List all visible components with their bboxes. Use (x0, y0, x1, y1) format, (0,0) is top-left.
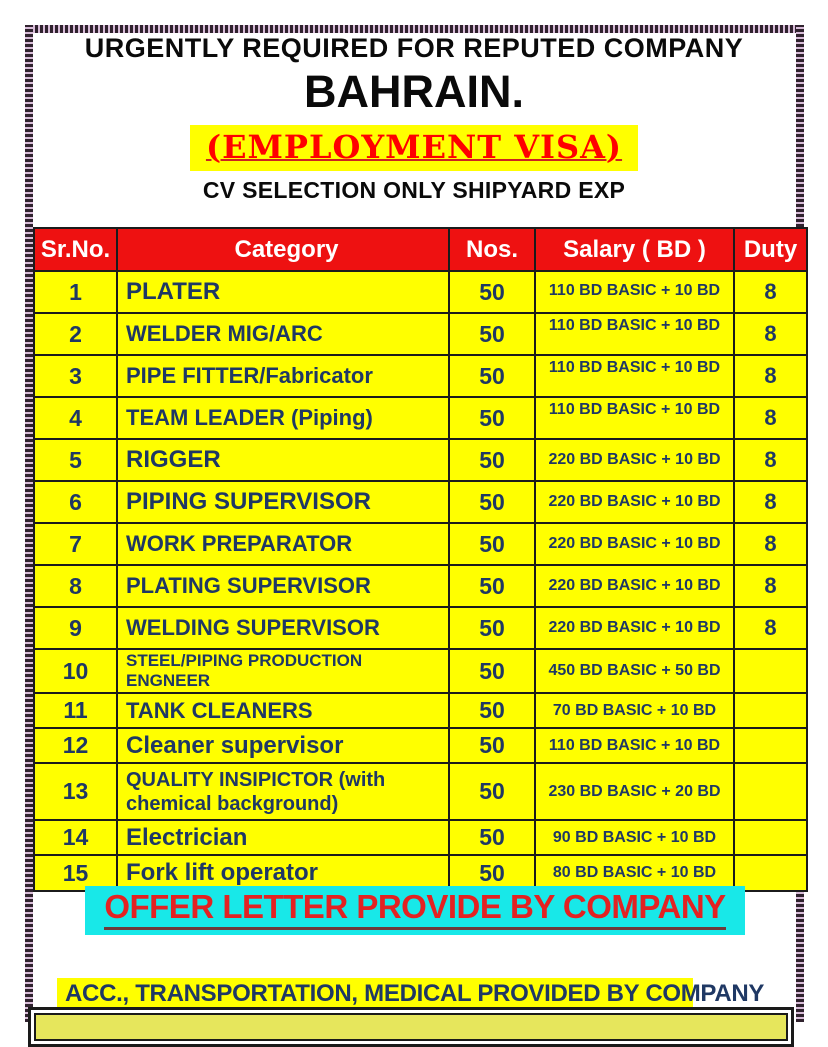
cell-category: TANK CLEANERS (117, 693, 449, 728)
bottom-cutoff-box (28, 1007, 794, 1047)
benefits-text: ACC., TRANSPORTATION, MEDICAL PROVIDED BY COMPANY (65, 980, 765, 1007)
cell-srno: 8 (34, 565, 117, 607)
cell-nos: 50 (449, 649, 535, 693)
cell-duty (734, 763, 807, 820)
cell-salary: 450 BD BASIC + 50 BD (535, 649, 734, 693)
cell-nos: 50 (449, 439, 535, 481)
cell-category: WELDER MIG/ARC (117, 313, 449, 355)
cell-nos: 50 (449, 855, 535, 891)
decorative-border-left (25, 25, 33, 1022)
offer-letter-banner (85, 886, 745, 935)
table-row (34, 313, 807, 355)
cell-srno: 9 (34, 607, 117, 649)
cell-category: STEEL/PIPING PRODUCTION ENGNEER (117, 649, 449, 693)
page-title: URGENTLY REQUIRED FOR REPUTED COMPANY (84, 33, 744, 63)
offer-letter-text: OFFER LETTER PROVIDE BY COMPANY (104, 887, 725, 930)
cell-category: PIPING SUPERVISOR (117, 481, 449, 523)
cell-nos: 50 (449, 763, 535, 820)
bottom-cutoff-box-inner (34, 1013, 788, 1041)
decorative-border-top (25, 25, 804, 33)
col-header-salary: Salary ( BD ) (535, 228, 734, 271)
cell-salary: 110 BD BASIC + 10 BD (535, 728, 734, 763)
job-table-head (34, 228, 807, 271)
cell-salary: 110 BD BASIC + 10 BD (535, 355, 734, 397)
cell-duty: 8 (734, 313, 807, 355)
cell-srno: 7 (34, 523, 117, 565)
cell-salary: 220 BD BASIC + 10 BD (535, 439, 734, 481)
job-table (33, 227, 808, 892)
cell-category: PLATING SUPERVISOR (117, 565, 449, 607)
cell-category: RIGGER (117, 439, 449, 481)
cell-salary: 70 BD BASIC + 10 BD (535, 693, 734, 728)
cell-srno: 13 (34, 763, 117, 820)
cell-duty: 8 (734, 271, 807, 313)
cell-srno: 6 (34, 481, 117, 523)
country-title: BAHRAIN. (304, 66, 524, 117)
cell-salary: 90 BD BASIC + 10 BD (535, 820, 734, 855)
visa-banner: (EMPLOYMENT VISA) (190, 125, 638, 171)
col-header-duty: Duty (734, 228, 807, 271)
cell-nos: 50 (449, 523, 535, 565)
cell-salary: 80 BD BASIC + 10 BD (535, 855, 734, 891)
cell-salary: 110 BD BASIC + 10 BD (535, 397, 734, 439)
table-row (34, 728, 807, 763)
cell-salary: 220 BD BASIC + 10 BD (535, 481, 734, 523)
cell-salary: 220 BD BASIC + 10 BD (535, 607, 734, 649)
cell-duty: 8 (734, 397, 807, 439)
cell-nos: 50 (449, 481, 535, 523)
cell-srno: 15 (34, 855, 117, 891)
cell-duty (734, 728, 807, 763)
col-header-srno: Sr.No. (34, 228, 117, 271)
cell-category: Electrician (117, 820, 449, 855)
cell-duty (734, 820, 807, 855)
cell-duty: 8 (734, 355, 807, 397)
table-row (34, 481, 807, 523)
cell-duty: 8 (734, 481, 807, 523)
cell-nos: 50 (449, 565, 535, 607)
cell-nos: 50 (449, 693, 535, 728)
table-row (34, 607, 807, 649)
table-row (34, 271, 807, 313)
cell-salary: 110 BD BASIC + 10 BD (535, 313, 734, 355)
col-header-category: Category (117, 228, 449, 271)
cell-category: Fork lift operator (117, 855, 449, 891)
col-header-nos: Nos. (449, 228, 535, 271)
table-row (34, 565, 807, 607)
table-row (34, 355, 807, 397)
cell-category: QUALITY INSIPICTOR (with chemical background) (117, 763, 449, 820)
cell-nos: 50 (449, 397, 535, 439)
cell-category: TEAM LEADER (Piping) (117, 397, 449, 439)
job-table-body (34, 271, 807, 891)
cell-nos: 50 (449, 271, 535, 313)
cell-category: Cleaner supervisor (117, 728, 449, 763)
table-row (34, 820, 807, 855)
cell-category: PIPE FITTER/Fabricator (117, 355, 449, 397)
cell-duty: 8 (734, 439, 807, 481)
cell-srno: 10 (34, 649, 117, 693)
benefits-banner (57, 978, 765, 1009)
table-row (34, 693, 807, 728)
cell-srno: 2 (34, 313, 117, 355)
cell-srno: 5 (34, 439, 117, 481)
cell-srno: 14 (34, 820, 117, 855)
table-row (34, 763, 807, 820)
cell-duty (734, 649, 807, 693)
cell-nos: 50 (449, 313, 535, 355)
cell-srno: 11 (34, 693, 117, 728)
cell-salary: 110 BD BASIC + 10 BD (535, 271, 734, 313)
cell-duty: 8 (734, 565, 807, 607)
cell-srno: 1 (34, 271, 117, 313)
cell-duty: 8 (734, 607, 807, 649)
cell-nos: 50 (449, 607, 535, 649)
cell-nos: 50 (449, 728, 535, 763)
header-row (34, 228, 807, 271)
cell-duty: 8 (734, 523, 807, 565)
cell-srno: 4 (34, 397, 117, 439)
cell-nos: 50 (449, 355, 535, 397)
cell-nos: 50 (449, 820, 535, 855)
cell-duty (734, 693, 807, 728)
cell-srno: 12 (34, 728, 117, 763)
cell-category: WORK PREPARATOR (117, 523, 449, 565)
subtitle: CV SELECTION ONLY SHIPYARD EXP (202, 177, 626, 203)
cell-category: WELDING SUPERVISOR (117, 607, 449, 649)
table-row (34, 397, 807, 439)
table-row (34, 649, 807, 693)
cell-salary: 230 BD BASIC + 20 BD (535, 763, 734, 820)
cell-salary: 220 BD BASIC + 10 BD (535, 523, 734, 565)
cell-salary: 220 BD BASIC + 10 BD (535, 565, 734, 607)
table-row (34, 523, 807, 565)
cell-srno: 3 (34, 355, 117, 397)
visa-banner-wrap (0, 125, 828, 171)
table-row (34, 439, 807, 481)
cell-category: PLATER (117, 271, 449, 313)
